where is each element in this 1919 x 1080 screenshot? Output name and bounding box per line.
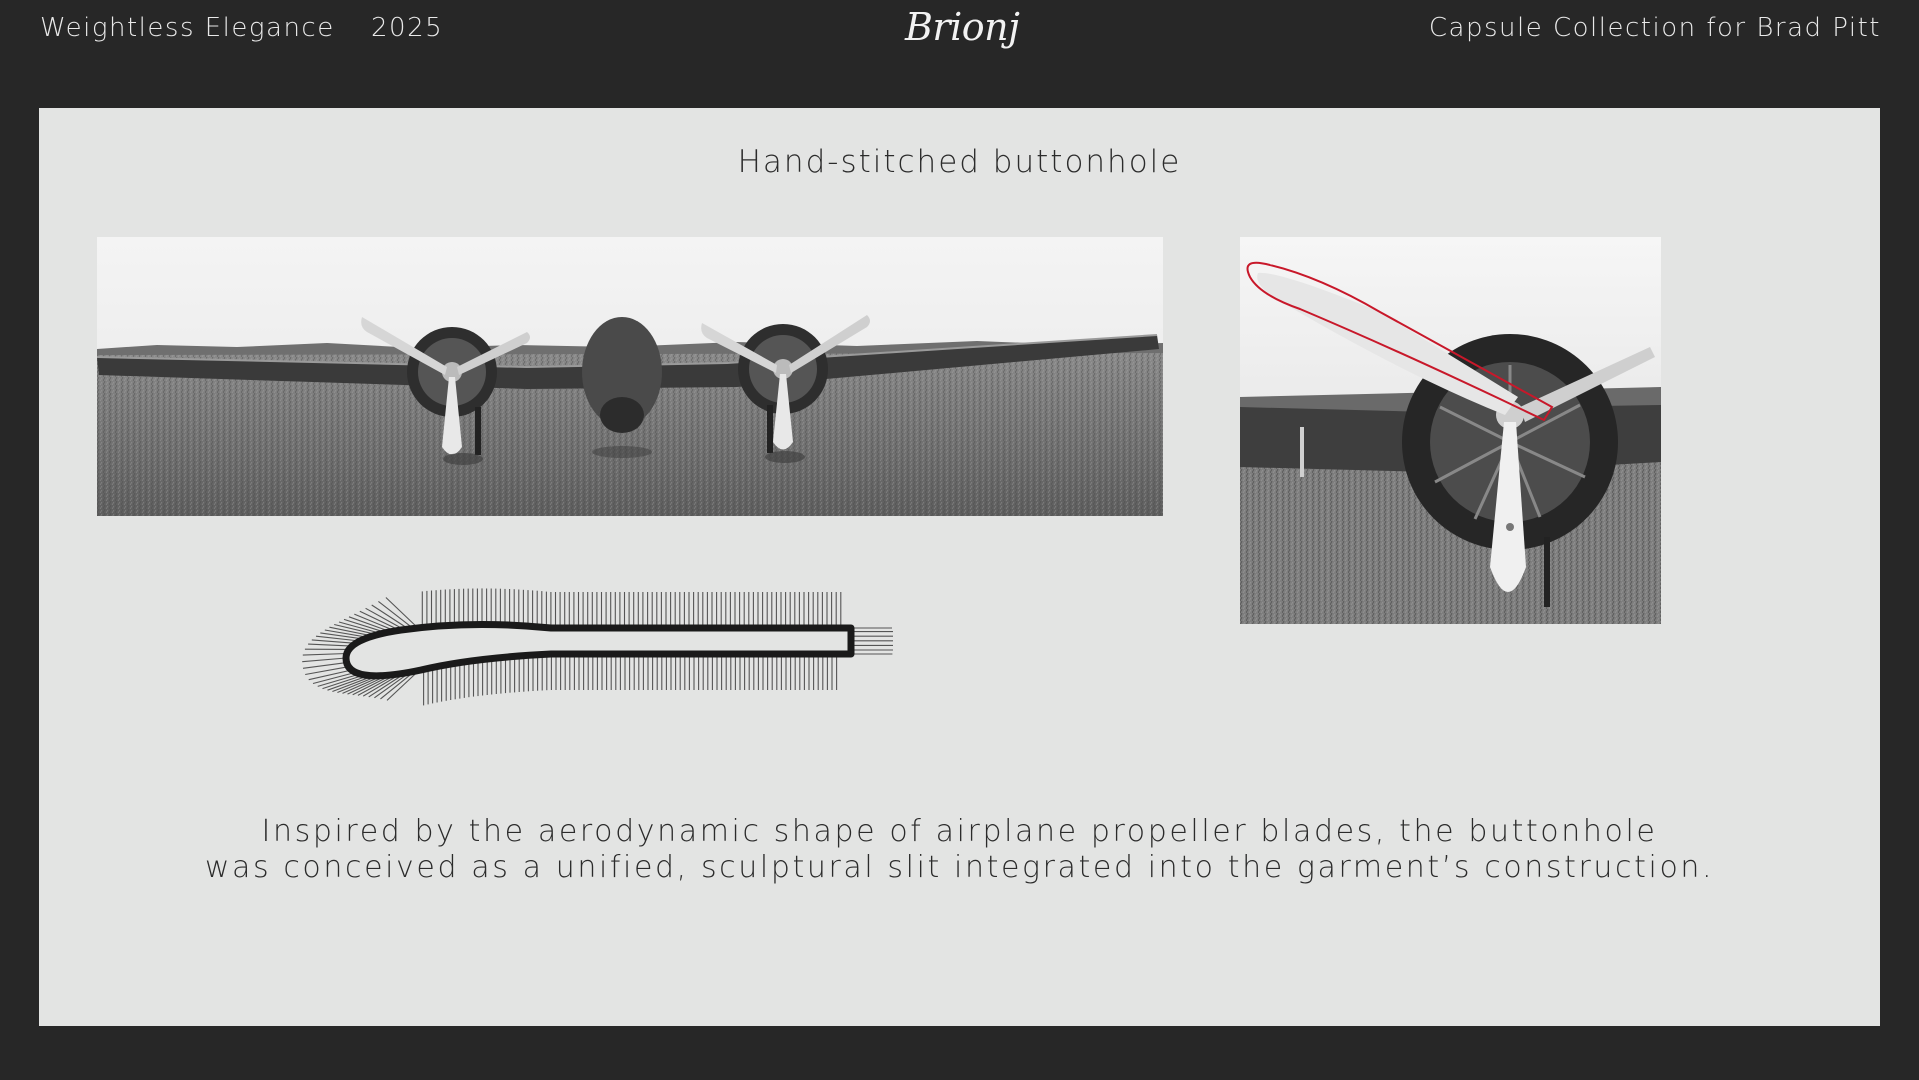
stitch-ray [378,601,413,628]
collection-year: 2025 [371,13,444,43]
stitch-ray [302,658,346,662]
collection-title: Weightless Elegance [40,13,335,43]
stitch-ray [308,644,352,646]
propeller-closeup-photo [1240,237,1661,624]
description-caption [39,814,1880,886]
stitch-ray [312,640,356,643]
stitch-ray [303,654,347,656]
stitch-rays [302,588,893,705]
capsule-title: Capsule Collection for Brad Pitt [1428,13,1881,43]
stitch-ray [386,598,418,628]
twin-engine-plane-photo [97,237,1163,516]
caption-line-2: was conceived as a unified, sculptural slit integrated into the garment’s construction. [204,850,1715,885]
stitch-ray [303,663,347,669]
buttonhole-outline-shape [346,624,851,675]
section-title: Hand-stitched buttonhole [737,144,1182,180]
content-panel [39,108,1880,1026]
caption-line-1: Inspired by the aerodynamic shape of airplane propeller blades, the buttonhole [261,814,1658,849]
buttonhole-stitch-diagram [301,578,901,738]
brand-logo: Brionj [905,5,1020,49]
stitch-ray [305,667,348,675]
